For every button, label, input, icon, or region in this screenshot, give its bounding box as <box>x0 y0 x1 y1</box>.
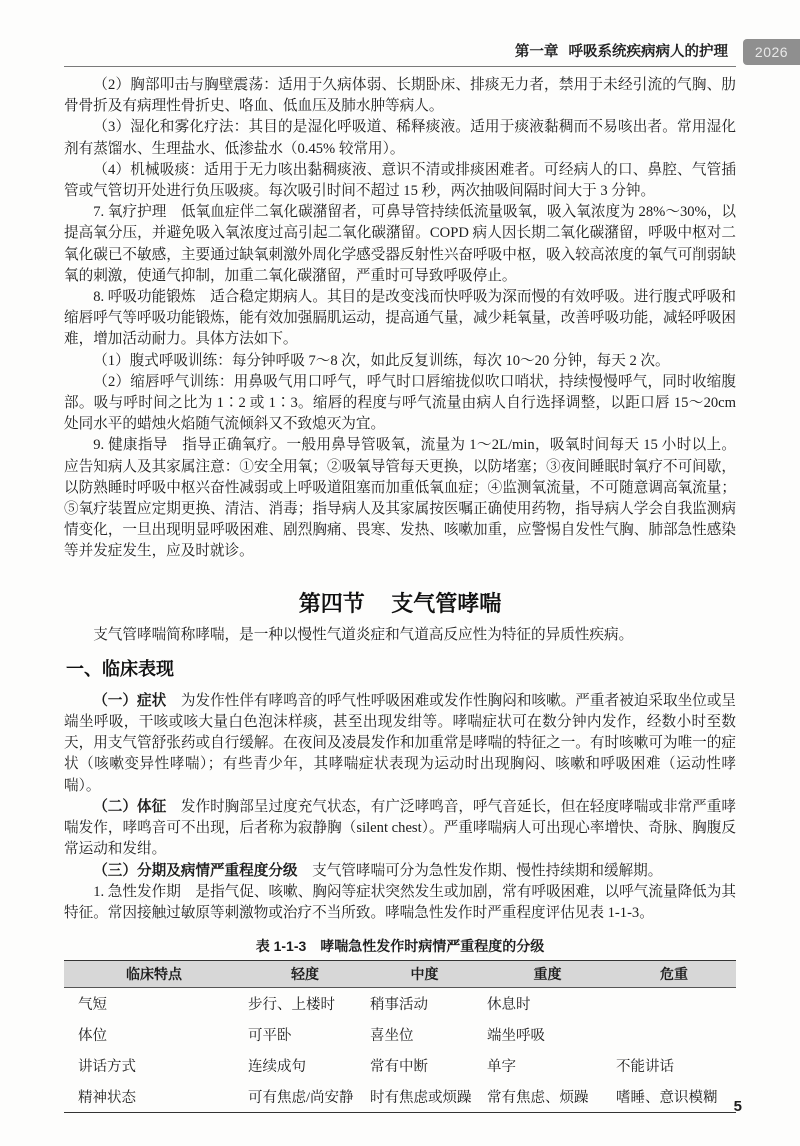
section-title <box>64 589 736 619</box>
page-number: 5 <box>733 1098 742 1115</box>
paragraph <box>64 797 736 861</box>
paragraph-text: 发作时胸部呈过度充气状态，有广泛哮鸣音，呼气音延长，但在轻度哮喘或非常严重哮喘发作，哮鸣音可不出现，后者称为寂静胸（silent chest）。严重哮喘病人可出现心率增快、奇脉、胸腹反常运动和发绀。 <box>64 798 736 858</box>
paragraph: （2）缩唇呼气训练：用鼻吸气用口呼气，呼气时口唇缩拢似吹口哨状，持续慢慢呼气，同时收缩腹部。吸与呼时间之比为 1∶2 或 1∶3。缩唇的程度与呼气流量由病人自行选择调整，以距口唇 15～20cm 处同水平的蜡烛火焰随气流倾斜又不致熄灭为宜。 <box>64 373 736 433</box>
running-header-chapter <box>515 42 728 62</box>
table-cell: 气短 <box>78 997 107 1014</box>
column-header: 危重 <box>612 961 736 988</box>
table-cell: 嗜睡、意识模糊 <box>612 1081 736 1113</box>
section-intro: 支气管哮喘简称哮喘，是一种以慢性气道炎症和气道高反应性为特征的异质性疾病。 <box>93 626 634 643</box>
paragraph <box>64 882 736 924</box>
paragraph <box>64 861 736 882</box>
table-cell: 时有焦虑或烦躁 <box>366 1081 483 1113</box>
table-row <box>64 1050 736 1081</box>
paragraph: （4）机械吸痰：适用于无力咳出黏稠痰液、意识不清或排痰困难者。可经病人的口、鼻腔、气管插管或气管切开处进行负压吸痰。每次吸引时间不超过 15 秒，两次抽吸间隔时间大于 3 分钟。 <box>64 161 736 200</box>
paragraph-label: （一）症状 <box>93 692 167 709</box>
table-cell: 单字 <box>487 1059 516 1076</box>
table-row <box>64 988 736 1020</box>
column-header: 临床特点 <box>64 961 244 988</box>
year-tab: 2026 <box>743 39 800 65</box>
table-cell: 端坐呼吸 <box>487 1028 545 1045</box>
table-row <box>64 1019 736 1050</box>
paragraph-label: （三）分期及病情严重程度分级 <box>93 862 298 879</box>
table-cell: 休息时 <box>487 997 531 1014</box>
table-number: 表 1-1-3 <box>255 938 307 955</box>
table-body <box>64 988 736 1113</box>
paragraph-text: 支气管哮喘可分为急性发作期、慢性持续期和缓解期。 <box>312 862 663 879</box>
paragraph-text: 适合稳定期病人。其目的是改变浅而快呼吸为深而慢的有效呼吸。进行腹式呼吸和缩唇呼气等呼吸功能锻炼，能有效加强膈肌运动，提高通气量，减少耗氧量，改善呼吸功能，减轻呼吸困难，增加活动耐力。具体方法如下。 <box>64 289 736 348</box>
paragraph: （1）腹式呼吸训练：每分钟呼吸 7～8 次，如此反复训练，每次 10～20 分钟，每天 2 次。 <box>93 352 670 369</box>
paragraph <box>64 287 736 351</box>
paragraph <box>64 435 736 562</box>
subheading: 一、临床表现 <box>66 658 174 679</box>
table-title: 哮喘急性发作时病情严重程度的分级 <box>320 938 545 955</box>
table-cell <box>612 988 736 1020</box>
severity-table <box>64 960 736 1113</box>
table-cell: 连续成句 <box>248 1059 306 1076</box>
table-header-row <box>64 961 736 988</box>
paragraph: （2）胸部叩击与胸壁震荡：适用于久病体弱、长期卧床、排痰无力者，禁用于未经引流的气胸、肋骨骨折及有病理性骨折史、咯血、低血压及肺水肿等病人。 <box>64 77 736 115</box>
paragraph-label: 9. 健康指导 <box>93 437 168 454</box>
paragraph <box>64 202 736 287</box>
table-cell: 喜坐位 <box>370 1028 414 1045</box>
paragraph-label: 7. 氧疗护理 <box>93 204 167 221</box>
table-cell <box>612 1019 736 1050</box>
table-cell: 常有中断 <box>370 1059 428 1076</box>
paragraph-label: 8. 呼吸功能锻炼 <box>93 289 196 306</box>
header-rule <box>64 66 736 67</box>
table-cell: 步行、上楼时 <box>248 997 335 1014</box>
table-cell: 精神状态 <box>64 1081 244 1113</box>
chapter-title: 呼吸系统疾病病人的护理 <box>568 44 728 60</box>
column-header: 轻度 <box>244 961 366 988</box>
paragraph-text: 指导正确氧疗。一般用鼻导管吸氧，流量为 1～2L/min，吸氧时间每天 15 小时以上。应告知病人及其家属注意：①安全用氧；②吸氧导管每天更换，以防堵塞；③夜间睡眠时氧疗不可间歇，以防熟睡时呼吸中枢兴奋性减弱或上呼吸道阻塞而加重低氧血症；④监测氧流量，不可随意调高氧流量；⑤氧疗装置应定期更换、清洁、消毒；指导病人及其家属按医嘱正确使用药物，指导病人学会自我监测病情变化，一旦出现明显呼吸困难、剧烈胸痛、畏寒、发热、咳嗽加重，应警惕自发性气胸、肺部急性感染等并发症发生，应及时就诊。 <box>64 437 736 560</box>
table-cell: 常有焦虑、烦躁 <box>483 1081 612 1113</box>
table-cell: 可有焦虑/尚安静 <box>244 1081 366 1113</box>
table-cell: 体位 <box>78 1028 107 1045</box>
table-cell: 可平卧 <box>248 1028 292 1045</box>
table-cell: 讲话方式 <box>78 1059 136 1076</box>
page-content <box>64 75 736 1113</box>
table-cell: 不能讲话 <box>616 1059 674 1076</box>
paragraph-text: 是指气促、咳嗽、胸闷等症状突然发生或加剧，常有呼吸困难，以呼气流量降低为其特征。常因接触过敏原等刺激物或治疗不当所致。哮喘急性发作时严重程度评估见表 1-1-3。 <box>64 883 736 921</box>
paragraph-label: （二）体征 <box>93 798 167 815</box>
paragraph: （3）湿化和雾化疗法：其目的是湿化呼吸道、稀释痰液。适用于痰液黏稠而不易咳出者。常用湿化剂有蒸馏水、生理盐水、低渗盐水（0.45% 较常用）。 <box>64 119 736 157</box>
column-header: 重度 <box>483 961 612 988</box>
table-cell: 稍事活动 <box>370 997 428 1014</box>
table-head <box>64 961 736 988</box>
table-caption <box>64 936 736 956</box>
paragraph-text: 为发作性伴有哮鸣音的呼气性呼吸困难或发作性胸闷和咳嗽。严重者被迫采取坐位或呈端坐呼吸，干咳或咳大量白色泡沫样痰，甚至出现发绀等。哮喘症状可在数分钟内发作，经数小时至数天，用支气管舒张药或自行缓解。在夜间及凌晨发作和加重常是哮喘的特征之一。有时咳嗽可为唯一的症状（咳嗽变异性哮喘）；有些青少年，其哮喘症状表现为运动时出现胸闷、咳嗽和呼吸困难（运动性哮喘）。 <box>64 692 736 794</box>
paragraph-text: 低氧血症伴二氧化碳潴留者，可鼻导管持续低流量吸氧，吸入氧浓度为 28%～30%，以提高氧分压，并避免吸入氧浓度过高引起二氧化碳潴留。COPD 病人因长期二氧化碳潴留，呼吸中枢对二氧化碳已不敏感，主要通过缺氧刺激外周化学感受器反射性兴奋呼吸中枢，吸入较高浓度的氧气可削弱缺氧的刺激，使通气抑制，加重二氧化碳潴留，严重时可导致呼吸停止。 <box>64 204 736 284</box>
chapter-number: 第一章 <box>514 44 559 60</box>
table-row <box>64 1081 736 1113</box>
section-number: 第四节 <box>298 590 365 616</box>
paragraph-label: 1. 急性发作期 <box>93 883 181 900</box>
column-header: 中度 <box>366 961 483 988</box>
paragraph <box>64 691 736 797</box>
section-name: 支气管哮喘 <box>391 590 502 616</box>
